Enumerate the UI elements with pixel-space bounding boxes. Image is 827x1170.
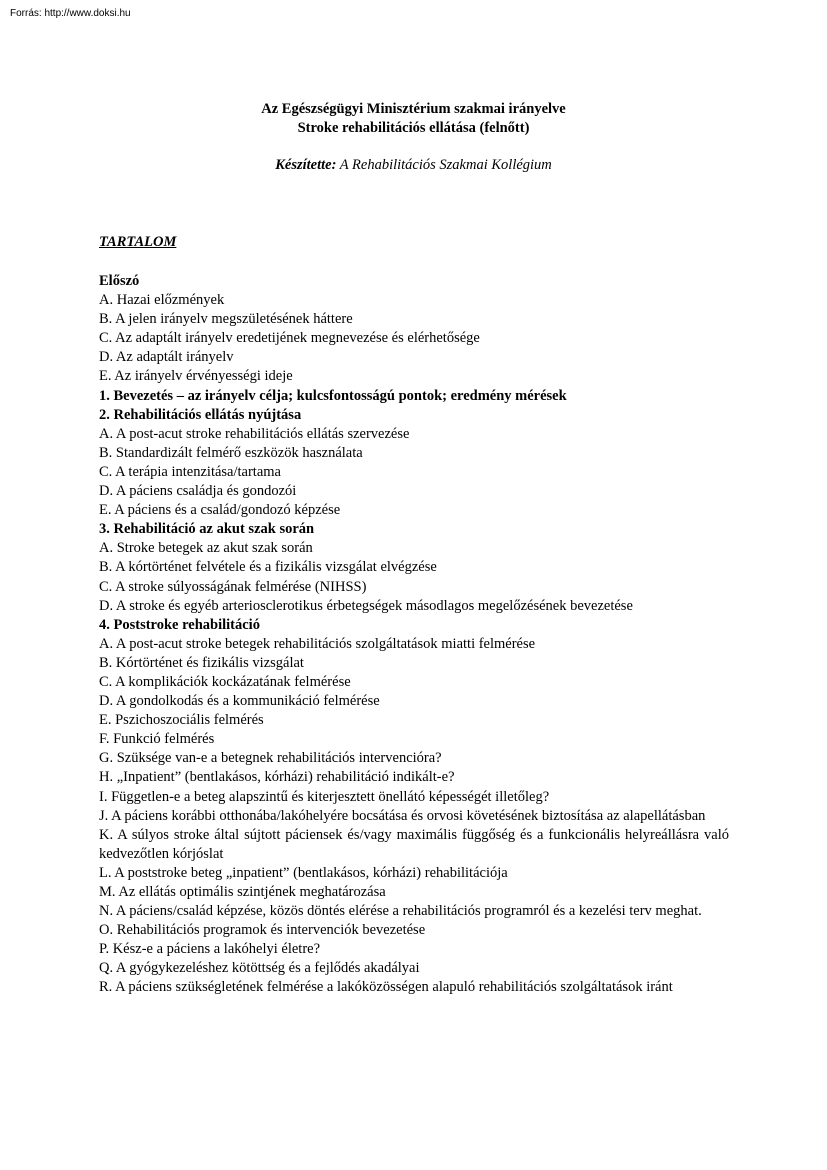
toc-entry: A. A post-acut stroke betegek rehabilitációs szolgáltatások miatti felmérése <box>99 635 536 652</box>
toc-entry: D. A stroke és egyéb arteriosclerotikus érbetegségek másodlagos megelőzésének bevezetése <box>99 597 633 614</box>
toc-entry: B. A jelen irányelv megszületésének háttere <box>99 311 353 328</box>
toc-title: TARTALOM <box>99 234 177 250</box>
toc-entry: J. A páciens korábbi otthonába/lakóhelyére bocsátása és orvosi követésének biztosítása az alapellátásban <box>99 807 706 824</box>
toc-entry: O. Rehabilitációs programok és intervenciók bevezetése <box>99 922 426 939</box>
toc-entry: K. A súlyos stroke által sújtott páciensek és/vagy maximális függőség és a funkcionális helyreállásra való kedvezőtlen kórjóslat <box>99 826 729 862</box>
toc-entry: L. A poststroke beteg „inpatient” (bentlakásos, kórházi) rehabilitációja <box>99 864 508 881</box>
toc-section-heading: Előszó <box>99 273 140 289</box>
table-of-contents <box>99 272 729 998</box>
author-label: Készítette: <box>275 157 337 173</box>
author-value: A Rehabilitációs Szakmai Kollégium <box>336 157 552 173</box>
toc-entry: E. Az irányelv érvényességi ideje <box>99 368 293 385</box>
toc-entry: C. Az adaptált irányelv eredetijének megnevezése és elérhetősége <box>99 330 480 347</box>
toc-entry: B. Standardizált felmérő eszközök használata <box>99 444 363 461</box>
toc-section-heading: 1. Bevezetés – az irányelv célja; kulcsfontosságú pontok; eredmény mérések <box>99 387 567 404</box>
toc-section-heading: 3. Rehabilitáció az akut szak során <box>99 521 315 538</box>
toc-entry: M. Az ellátás optimális szintjének meghatározása <box>99 884 386 900</box>
toc-entry: D. Az adaptált irányelv <box>99 349 234 366</box>
author-line <box>0 157 827 174</box>
toc-entry: E. A páciens és a család/gondozó képzése <box>99 502 341 519</box>
toc-entry: A. Stroke betegek az akut szak során <box>99 540 313 557</box>
toc-entry: C. A komplikációk kockázatának felmérése <box>99 673 351 690</box>
toc-entry: H. „Inpatient” (bentlakásos, kórházi) rehabilitáció indikált-e? <box>99 769 455 786</box>
toc-entry: B. Kórtörténet és fizikális vizsgálat <box>99 654 304 671</box>
source-url: Forrás: http://www.doksi.hu <box>10 8 131 19</box>
toc-entry: A. Hazai előzmények <box>99 292 225 309</box>
toc-section-heading: 4. Poststroke rehabilitáció <box>99 616 260 633</box>
toc-entry: G. Szüksége van-e a betegnek rehabilitációs intervencióra? <box>99 750 442 767</box>
toc-entry: D. A páciens családja és gondozói <box>99 483 297 500</box>
toc-entry: E. Pszichoszociális felmérés <box>99 712 264 729</box>
toc-entry: C. A terápia intenzitása/tartama <box>99 463 281 480</box>
toc-entry: C. A stroke súlyosságának felmérése (NIHSS) <box>99 578 367 595</box>
document-title: Az Egészségügyi Minisztérium szakmai irányelve <box>261 101 566 117</box>
toc-entry: F. Funkció felmérés <box>99 731 215 748</box>
toc-section-heading: 2. Rehabilitációs ellátás nyújtása <box>99 406 302 423</box>
toc-entry: D. A gondolkodás és a kommunikáció felmérése <box>99 693 380 710</box>
toc-entry: P. Kész-e a páciens a lakóhelyi életre? <box>99 941 321 958</box>
toc-entry: N. A páciens/család képzése, közös döntés elérése a rehabilitációs programról és a kezelési terv meghat. <box>99 903 702 920</box>
document-subtitle: Stroke rehabilitációs ellátása (felnőtt) <box>297 120 530 136</box>
toc-entry: Q. A gyógykezeléshez kötöttség és a fejlődés akadályai <box>99 960 420 977</box>
toc-entry: R. A páciens szükségletének felmérése a lakóközösségen alapuló rehabilitációs szolgáltatások iránt <box>99 979 673 996</box>
toc-entry: B. A kórtörténet felvétele és a fizikális vizsgálat elvégzése <box>99 559 437 576</box>
toc-entry: A. A post-acut stroke rehabilitációs ellátás szervezése <box>99 425 410 442</box>
toc-entry: I. Független-e a beteg alapszintű és kiterjesztett önellátó képességét illetőleg? <box>99 788 550 805</box>
